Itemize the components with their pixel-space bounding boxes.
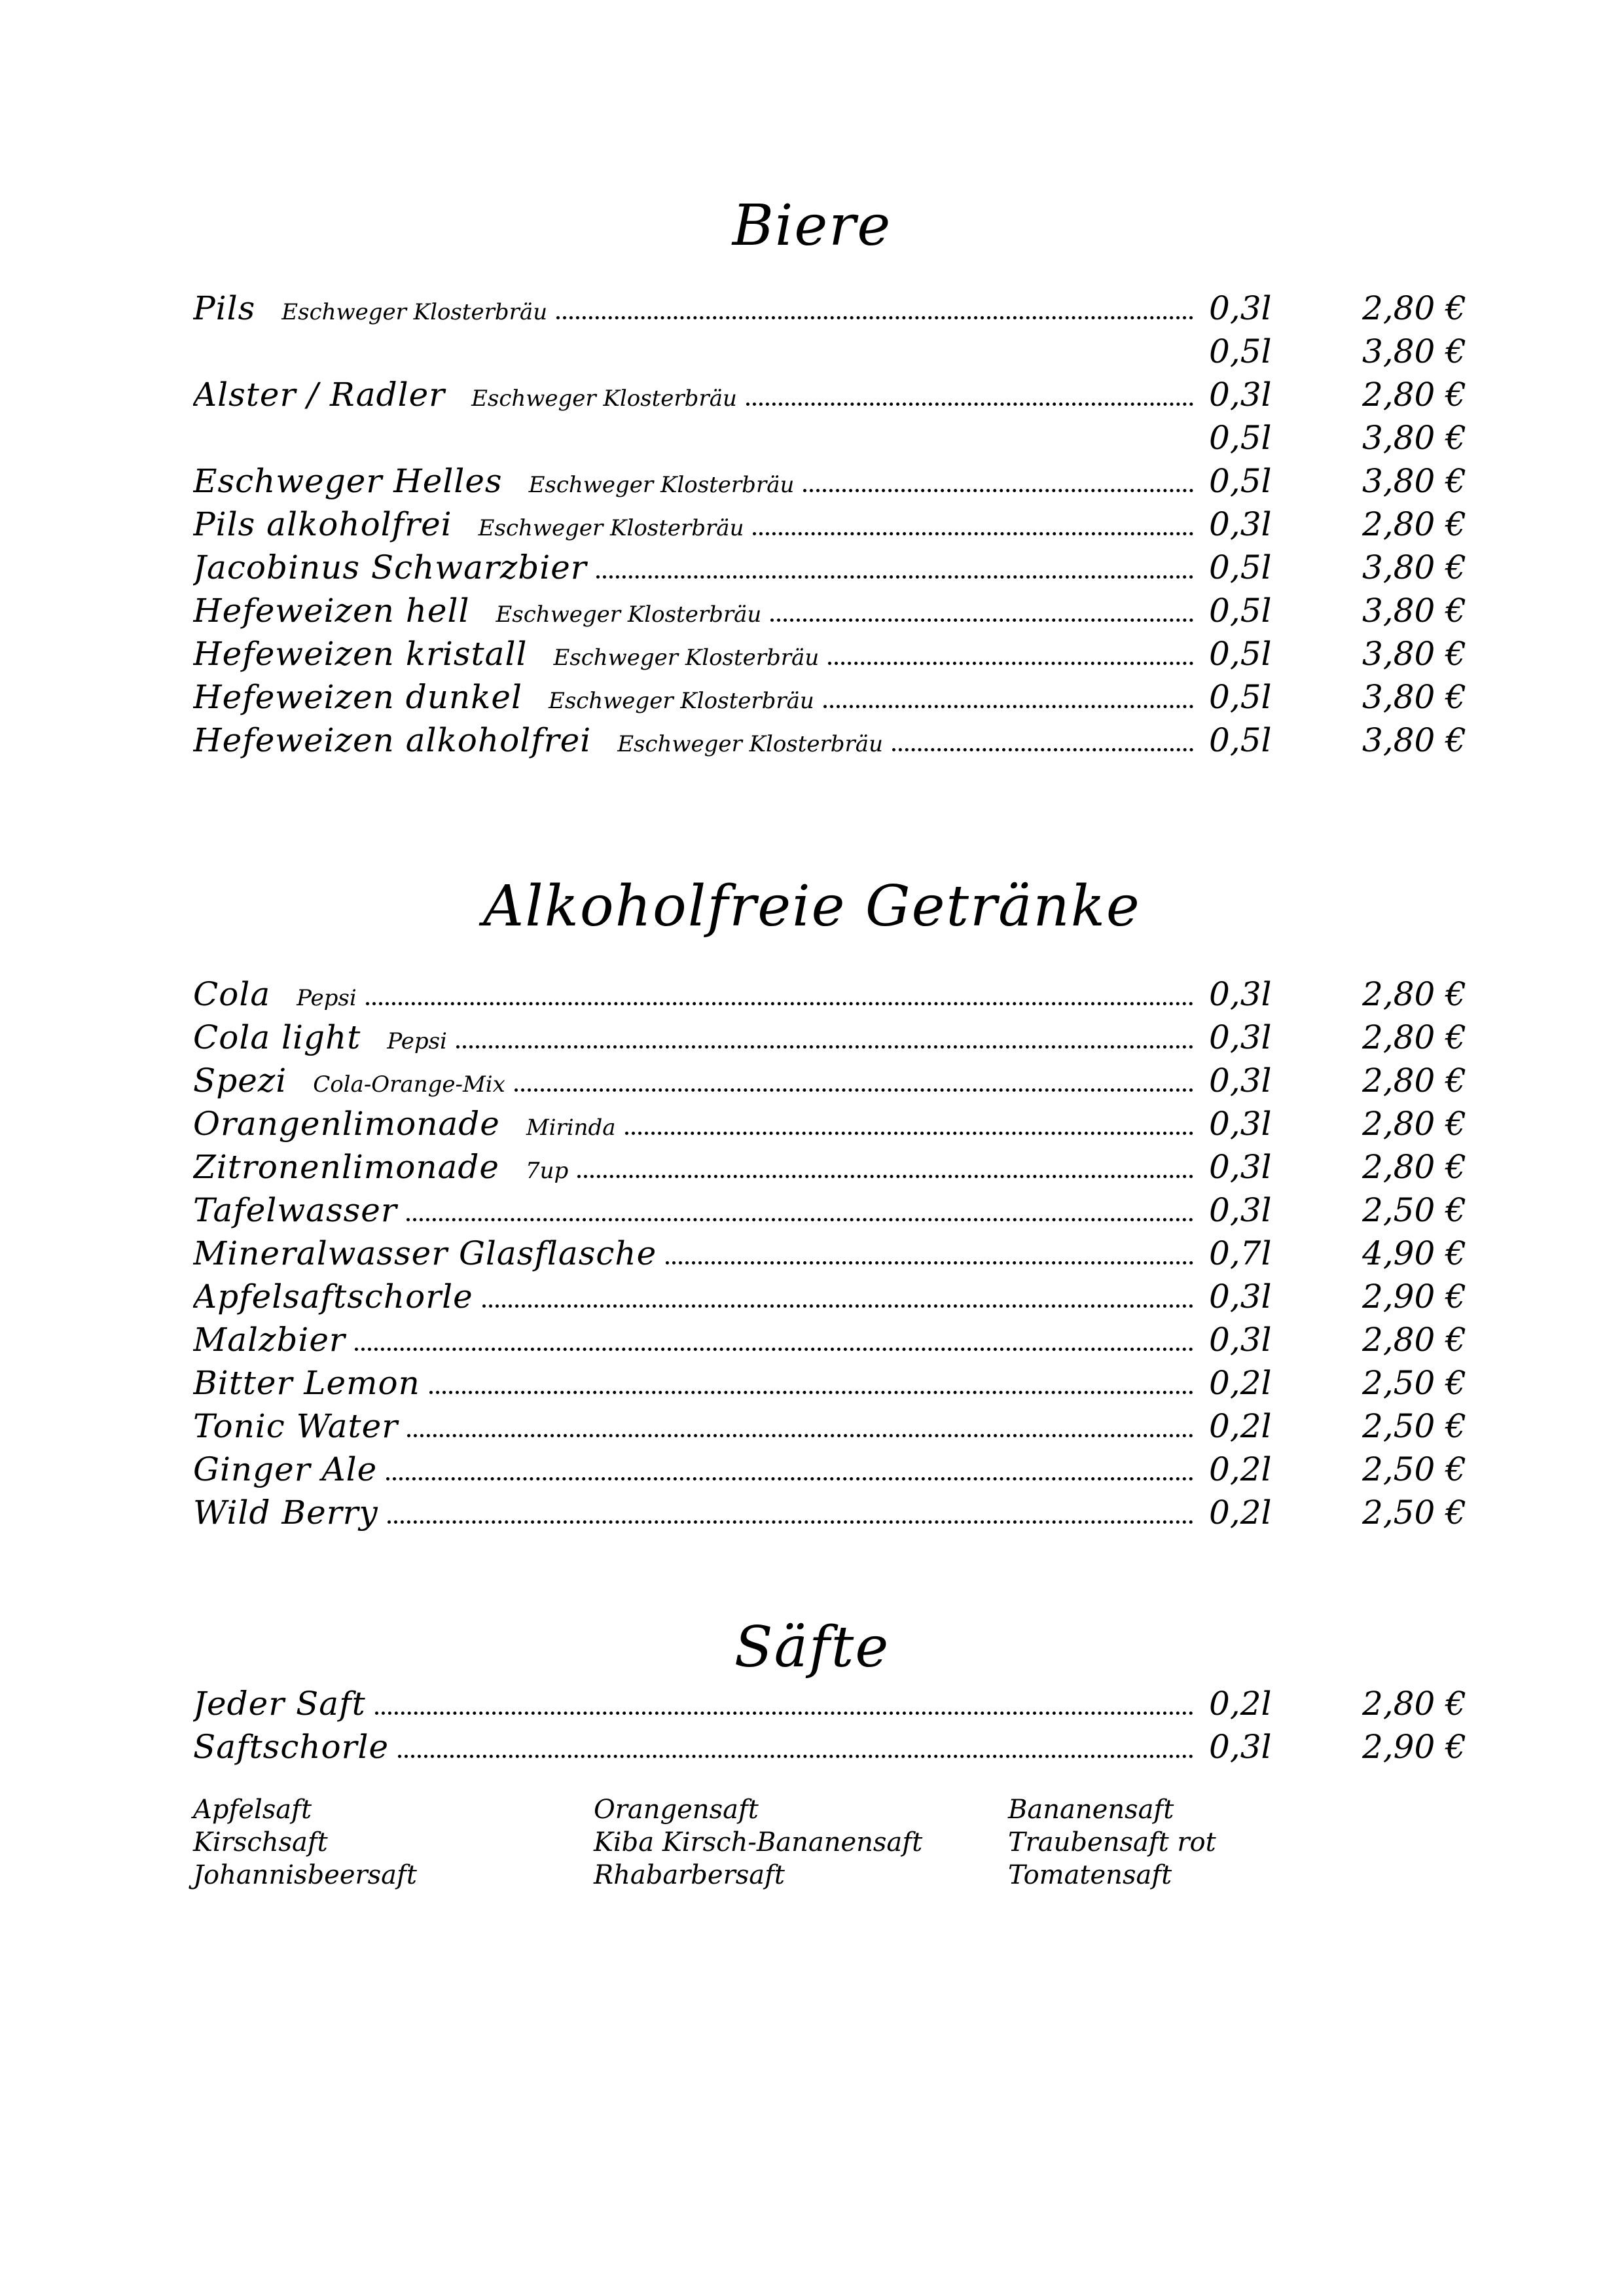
menu-item-brand: Pepsi — [387, 1028, 447, 1054]
menu-item-label-group — [193, 1361, 1202, 1405]
dot-leader — [375, 1712, 1193, 1715]
menu-item-label-group — [193, 546, 1202, 589]
menu-item-name: Jeder Saft — [193, 1685, 366, 1723]
menu-item-price: 3,80 € — [1362, 419, 1466, 457]
dot-leader — [366, 1002, 1193, 1005]
menu-item-name: Malzbier — [193, 1321, 346, 1359]
menu-item-name: Spezi — [193, 1062, 287, 1100]
menu-item-label-group — [193, 1725, 1202, 1768]
dot-leader — [746, 403, 1193, 406]
dot-leader — [666, 1261, 1193, 1265]
menu-item-name: Tafelwasser — [193, 1191, 397, 1229]
menu-item-price: 3,80 € — [1362, 635, 1466, 673]
menu-item-price: 2,80 € — [1362, 1148, 1466, 1186]
menu-item-volume: 0,3l — [1209, 975, 1272, 1013]
menu-item-name: Eschweger Helles — [193, 462, 503, 500]
menu-item — [193, 416, 1466, 459]
menu-item-price: 3,80 € — [1362, 462, 1466, 500]
dot-leader — [556, 316, 1193, 319]
menu-item-brand: Eschweger Klosterbräu — [496, 601, 762, 628]
menu-item — [193, 1361, 1466, 1405]
menu-item-name: Alster / Radler — [193, 376, 446, 414]
menu-item-label-group — [193, 373, 1202, 416]
menu-item-price: 2,90 € — [1362, 1278, 1466, 1316]
menu-item-volume: 0,5l — [1209, 721, 1272, 759]
dot-leader — [388, 1520, 1193, 1524]
menu-item-name: Hefeweizen dunkel — [193, 678, 522, 716]
menu-item-label-group — [193, 1189, 1202, 1232]
menu-item-name: Apfelsaftschorle — [193, 1278, 473, 1316]
menu-item-volume: 0,2l — [1209, 1364, 1272, 1402]
menu-item — [193, 1725, 1466, 1768]
dot-leader — [577, 1175, 1193, 1178]
menu-item — [193, 373, 1466, 416]
dot-leader — [803, 489, 1193, 492]
menu-item-brand: Eschweger Klosterbräu — [281, 299, 548, 325]
menu-item-name: Ginger Ale — [193, 1450, 378, 1488]
menu-item — [193, 632, 1466, 675]
menu-item — [193, 1016, 1466, 1059]
menu-item-volume: 0,5l — [1209, 592, 1272, 630]
menu-item — [193, 1059, 1466, 1102]
menu-item-name: Hefeweizen kristall — [193, 635, 528, 673]
menu-item — [193, 287, 1466, 330]
menu-item-label-group — [193, 1682, 1202, 1725]
section-title-alkoholfrei: Alkoholfreie Getränke — [483, 874, 1141, 939]
menu-item-volume: 0,3l — [1209, 1062, 1272, 1100]
menu-item-price: 2,50 € — [1362, 1407, 1466, 1445]
menu-item-volume: 0,3l — [1209, 1148, 1272, 1186]
dot-leader — [407, 1434, 1193, 1437]
menu-item-volume: 0,5l — [1209, 462, 1272, 500]
menu-item-name: Saftschorle — [193, 1728, 389, 1766]
menu-item-price: 2,80 € — [1362, 505, 1466, 543]
menu-item-price: 2,80 € — [1362, 1321, 1466, 1359]
menu-item-price: 2,80 € — [1362, 1105, 1466, 1143]
menu-item — [193, 1145, 1466, 1189]
menu-item-label-group — [193, 632, 1202, 675]
menu-item-volume: 0,5l — [1209, 332, 1272, 370]
menu-item-label-group — [193, 1145, 1202, 1189]
menu-item — [193, 1189, 1466, 1232]
menu-item-brand: Eschweger Klosterbräu — [478, 515, 744, 541]
menu-item — [193, 459, 1466, 503]
menu-item-volume: 0,3l — [1209, 289, 1272, 327]
softdrink-list — [193, 973, 1466, 1534]
dot-leader — [386, 1477, 1193, 1480]
section-title-saefte: Säfte — [734, 1615, 890, 1680]
menu-item-brand: Mirinda — [526, 1115, 616, 1141]
menu-item — [193, 589, 1466, 632]
menu-item-label-group — [193, 330, 1202, 373]
menu-item-price: 4,90 € — [1362, 1234, 1466, 1272]
menu-item-name: Orangenlimonade — [193, 1105, 500, 1143]
menu-item-price: 2,50 € — [1362, 1191, 1466, 1229]
menu-item-volume: 0,3l — [1209, 376, 1272, 414]
menu-item-name: Tonic Water — [193, 1407, 399, 1445]
menu-item-volume: 0,5l — [1209, 635, 1272, 673]
menu-item-name: Cola — [193, 975, 271, 1013]
menu-item-label-group — [193, 1491, 1202, 1534]
menu-item-name: Hefeweizen alkoholfrei — [193, 721, 592, 759]
menu-item — [193, 675, 1466, 719]
menu-item-brand: Eschweger Klosterbräu — [617, 731, 883, 757]
menu-item-price: 2,80 € — [1362, 289, 1466, 327]
menu-item-name: Jacobinus Schwarzbier — [193, 548, 587, 586]
menu-item — [193, 973, 1466, 1016]
menu-item-label-group — [193, 675, 1202, 719]
menu-item-volume: 0,3l — [1209, 505, 1272, 543]
menu-item-volume: 0,5l — [1209, 548, 1272, 586]
menu-item-price: 2,80 € — [1362, 1018, 1466, 1056]
dot-leader — [770, 619, 1193, 622]
dot-leader — [429, 1391, 1193, 1394]
juice-price-list — [193, 1682, 1466, 1768]
menu-item-price: 2,90 € — [1362, 1728, 1466, 1766]
menu-item — [193, 503, 1466, 546]
juice-variety: Kiba Kirsch-Bananensaft — [594, 1827, 923, 1857]
menu-item — [193, 1491, 1466, 1534]
menu-item-brand: Cola-Orange-Mix — [313, 1071, 505, 1098]
menu-item-name: Bitter Lemon — [193, 1364, 420, 1402]
menu-item-name: Pils — [193, 289, 256, 327]
dot-leader — [398, 1755, 1193, 1758]
menu-item-label-group — [193, 503, 1202, 546]
menu-item-label-group — [193, 1448, 1202, 1491]
menu-item-volume: 0,7l — [1209, 1234, 1272, 1272]
menu-item-price: 3,80 € — [1362, 332, 1466, 370]
menu-item-price: 2,50 € — [1362, 1494, 1466, 1532]
juice-column — [1008, 1793, 1216, 1892]
menu-item — [193, 330, 1466, 373]
menu-item-price: 2,80 € — [1362, 1062, 1466, 1100]
menu-item-brand: Eschweger Klosterbräu — [549, 688, 814, 714]
menu-item-label-group — [193, 1102, 1202, 1145]
menu-item-price: 3,80 € — [1362, 592, 1466, 630]
menu-item-label-group — [193, 1275, 1202, 1318]
menu-item — [193, 546, 1466, 589]
menu-item-label-group — [193, 1016, 1202, 1059]
dot-leader — [355, 1348, 1193, 1351]
menu-item — [193, 1275, 1466, 1318]
beer-list — [193, 287, 1466, 762]
dot-leader — [596, 575, 1193, 579]
menu-item-name: Wild Berry — [193, 1494, 378, 1532]
dot-leader — [892, 748, 1193, 751]
juice-variety: Bananensaft — [1008, 1795, 1174, 1825]
menu-item-brand: Eschweger Klosterbräu — [528, 472, 795, 498]
menu-item-brand: Eschweger Klosterbräu — [471, 386, 737, 412]
juice-variety: Orangensaft — [594, 1795, 759, 1825]
menu-item-label-group — [193, 287, 1202, 330]
dot-leader — [456, 1045, 1193, 1049]
menu-item-label-group — [193, 1059, 1202, 1102]
juice-variety: Rhabarbersaft — [594, 1860, 785, 1890]
menu-item — [193, 1448, 1466, 1491]
dot-leader — [753, 532, 1193, 535]
menu-item-brand: Pepsi — [297, 985, 357, 1011]
menu-item-brand: 7up — [525, 1158, 569, 1184]
dot-leader — [828, 662, 1193, 665]
menu-item-brand: Eschweger Klosterbräu — [553, 645, 820, 671]
dot-leader — [482, 1304, 1193, 1308]
menu-item — [193, 719, 1466, 762]
menu-item-volume: 0,3l — [1209, 1321, 1272, 1359]
menu-item-label-group — [193, 416, 1202, 459]
menu-item-volume: 0,5l — [1209, 678, 1272, 716]
menu-item-name: Hefeweizen hell — [193, 592, 470, 630]
menu-item-volume: 0,5l — [1209, 419, 1272, 457]
menu-item-volume: 0,3l — [1209, 1728, 1272, 1766]
juice-variety: Kirschsaft — [193, 1827, 328, 1857]
menu-item-label-group — [193, 1232, 1202, 1275]
menu-item-label-group — [193, 1318, 1202, 1361]
menu-item — [193, 1318, 1466, 1361]
dot-leader — [406, 1218, 1193, 1221]
menu-item-volume: 0,3l — [1209, 1278, 1272, 1316]
menu-item-price: 2,80 € — [1362, 975, 1466, 1013]
menu-item-label-group — [193, 973, 1202, 1016]
menu-item-price: 3,80 € — [1362, 678, 1466, 716]
menu-item-volume: 0,2l — [1209, 1407, 1272, 1445]
menu-item-name: Zitronenlimonade — [193, 1148, 499, 1186]
menu-item — [193, 1102, 1466, 1145]
menu-item-label-group — [193, 719, 1202, 762]
menu-item — [193, 1232, 1466, 1275]
menu-item — [193, 1682, 1466, 1725]
menu-item-label-group — [193, 459, 1202, 503]
juice-column — [193, 1793, 417, 1892]
menu-item — [193, 1405, 1466, 1448]
menu-item-volume: 0,3l — [1209, 1191, 1272, 1229]
menu-item-price: 2,80 € — [1362, 1685, 1466, 1723]
section-title-biere: Biere — [732, 193, 892, 259]
menu-item-price: 2,50 € — [1362, 1450, 1466, 1488]
menu-item-volume: 0,2l — [1209, 1685, 1272, 1723]
menu-item-label-group — [193, 1405, 1202, 1448]
menu-item-volume: 0,2l — [1209, 1494, 1272, 1532]
menu-item-label-group — [193, 589, 1202, 632]
menu-item-price: 2,50 € — [1362, 1364, 1466, 1402]
menu-item-price: 3,80 € — [1362, 548, 1466, 586]
menu-item-name: Pils alkoholfrei — [193, 505, 452, 543]
dot-leader — [823, 705, 1193, 708]
juice-column — [594, 1793, 922, 1892]
juice-variety: Apfelsaft — [193, 1795, 312, 1825]
menu-item-price: 2,80 € — [1362, 376, 1466, 414]
menu-item-volume: 0,2l — [1209, 1450, 1272, 1488]
menu-item-volume: 0,3l — [1209, 1018, 1272, 1056]
dot-leader — [514, 1088, 1193, 1092]
juice-variety: Tomatensaft — [1008, 1860, 1172, 1890]
juice-variety: Traubensaft rot — [1008, 1827, 1216, 1857]
menu-item-price: 3,80 € — [1362, 721, 1466, 759]
menu-item-name: Cola light — [193, 1018, 361, 1056]
menu-item-name: Mineralwasser Glasflasche — [193, 1234, 657, 1272]
dot-leader — [625, 1132, 1193, 1135]
juice-variety: Johannisbeersaft — [193, 1860, 417, 1890]
menu-item-volume: 0,3l — [1209, 1105, 1272, 1143]
